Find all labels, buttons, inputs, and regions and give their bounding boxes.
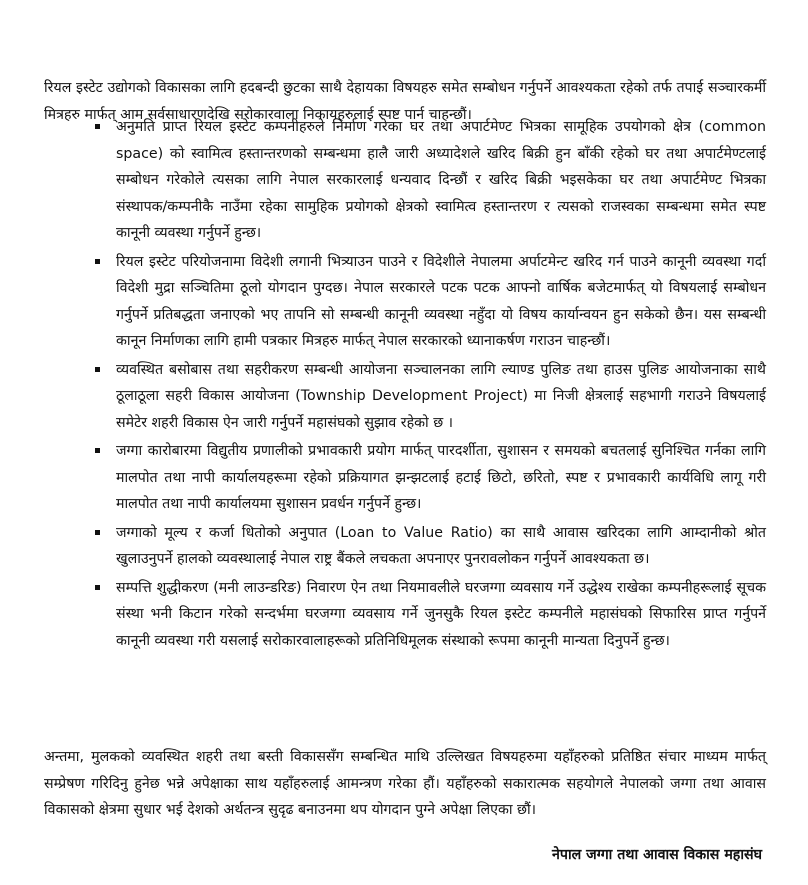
bullet-item bbox=[44, 249, 766, 355]
bullet-text: जग्गा कारोबारमा विद्युतीय प्रणालीको प्रभावकारी प्रयोग मार्फत् पारदर्शीता, सुशासन र समयको बचतलाई सुनिश्चित गर्नका लागि मालपोत तथा नापी कार्यालयहरूमा रहेको प्रक्रियागत झन्झटलाई हटाई छिटो, छरितो, स्पष्ट र प्रभावकारी कार्यविधि लागू गरी मालपोत तथा नापी कार्यालयमा सुशासन प्रवर्धन गर्नुपर्ने हुन्छ। bbox=[116, 443, 766, 512]
bullet-item bbox=[44, 520, 766, 573]
square-bullet-icon bbox=[95, 259, 100, 264]
square-bullet-icon bbox=[95, 448, 100, 453]
closing-paragraph: अन्तमा, मुलकको व्यवस्थित शहरी तथा बस्ती विकाससँग सम्बन्धित माथि उल्लिखत विषयहरुमा यहाँहरुको प्रतिष्ठित संचार माध्यम मार्फत् सम्प्रेषण गरिदिनु हुनेछ भन्ने अपेक्षाका साथ यहाँहरुलाई आमन्त्रण गरेका हौं। यहाँहरुको सकारात्मक सहयोगले नेपालको जग्गा तथा आवास विकासको क्षेत्रमा सुधार भई देशको अर्थतन्त्र सुदृढ बनाउनमा थप योगदान पुग्ने अपेक्षा लिएका छौं। bbox=[44, 749, 766, 819]
bullet-item bbox=[44, 575, 766, 655]
bullet-item bbox=[44, 438, 766, 518]
bullet-text: सम्पत्ति शुद्धीकरण (मनी लाउन्डरिङ) निवारण ऐन तथा नियमावलीले घरजग्गा व्यवसाय गर्ने उद्धेश्य राखेका कम्पनीहरूलाई सूचक संस्था भनी किटान गरेको सन्दर्भमा घरजग्गा व्यवसाय गर्ने जुनसुकै रियल इस्टेट कम्पनीले महासंघको सिफारिस प्राप्त गर्नुपर्ने कानूनी व्यवस्था गरी यसलाई सरोकारवालाहरूको प्रतिनिधिमूलक संस्थाको रूपमा कानूनी मान्यता दिनुपर्ने हुन्छ। bbox=[116, 579, 766, 649]
bullet-text: जग्गाको मूल्य र कर्जा धितोको अनुपात (Loan to Value Ratio) का साथै आवास खरिदका लागि आम्दानीको श्रोत खुलाउनुपर्ने हालको व्यवस्थालाई नेपाल राष्ट्र बैंकले लचकता अपनाएर पुनरावलोकन गर्नुपर्ने आवश्यकता छ। bbox=[116, 524, 766, 567]
square-bullet-icon bbox=[95, 585, 100, 590]
bullet-list bbox=[44, 114, 766, 656]
signature-line: नेपाल जग्गा तथा आवास विकास महासंघ bbox=[552, 847, 762, 863]
bullet-text: रियल इस्टेट परियोजनामा विदेशी लगानी भित्र्याउन पाउने र विदेशीले नेपालमा अर्पाटमेन्ट खरिद गर्न पाउने कानूनी व्यवस्था गर्दा विदेशी मुद्रा सञ्चितिमा ठूलो योगदान पुग्दछ। नेपाल सरकारले पटक पटक आफ्नो वार्षिक बजेटमार्फत् यो विषयलाई सम्बोधन गर्नुपर्ने प्रतिबद्धता जनाएको भए तापनि सो सम्बन्धी कानूनी व्यवस्था नहुँदा यो विषय कार्यान्वयन हुन सकेको छैन। यस सम्बन्धी कानून निर्माणका लागि हामी पत्रकार मित्रहरु मार्फत् नेपाल सरकारको ध्यानाकर्षण गराउन चाहन्छौं। bbox=[116, 253, 766, 349]
square-bullet-icon bbox=[95, 124, 100, 129]
bullet-text: अनुमति प्राप्त रियल इस्टेट कम्पनीहरुले निर्माण गरेका घर तथा अपार्टमेण्ट भित्रका सामूहिक उपयोगको क्षेत्र (common space) को स्वामित्व हस्तान्तरणको सम्बन्धमा हालै जारी अध्यादेशले खरिद बिक्री हुन बाँकी रहेको घर तथा अपार्टमेण्टलाई सम्बोधन गरेकोले त्यसका लागि नेपाल सरकारलाई धन्यवाद दिन्छौं र खरिद बिक्री भइसकेका घर तथा अपार्टमेण्ट भित्रका संस्थापक/कम्पनीकै नाउँमा रहेका सामुहिक प्रयोगको क्षेत्रको स्वामित्व हस्तान्तरण र त्यसको राजस्वका सम्बन्धमा समेत स्पष्ट कानूनी व्यवस्था गर्नुपर्ने हुन्छ। bbox=[116, 119, 766, 241]
bullet-item bbox=[44, 114, 766, 247]
square-bullet-icon bbox=[95, 367, 100, 372]
bullet-text: व्यवस्थित बसोबास तथा सहरीकरण सम्बन्धी आयोजना सञ्चालनका लागि ल्याण्ड पुलिङ तथा हाउस पुलिङ आयोजनाका साथै ठूलाठूला सहरी विकास आयोजना (Township Development Project) मा निजी क्षेत्रलाई सहभागी गराउने विषयलाई समेटेर शहरी विकास ऐन जारी गर्नुपर्ने महासंघको सुझाव रहेको छ । bbox=[116, 361, 766, 431]
intro-paragraph: रियल इस्टेट उद्योगको विकासका लागि हदबन्दी छुटका साथै देहायका विषयहरु समेत सम्बोधन गर्नुपर्ने आवश्यकता रहेको तर्फ तपाई सञ्चारकर्मी मित्रहरु मार्फत् आम सर्वसाधारणदेखि सरोकारवाला निकायहरुलाई स्पष्ट पार्न चाहन्छौं। bbox=[44, 80, 766, 123]
square-bullet-icon bbox=[95, 530, 100, 535]
bullet-item bbox=[44, 357, 766, 437]
